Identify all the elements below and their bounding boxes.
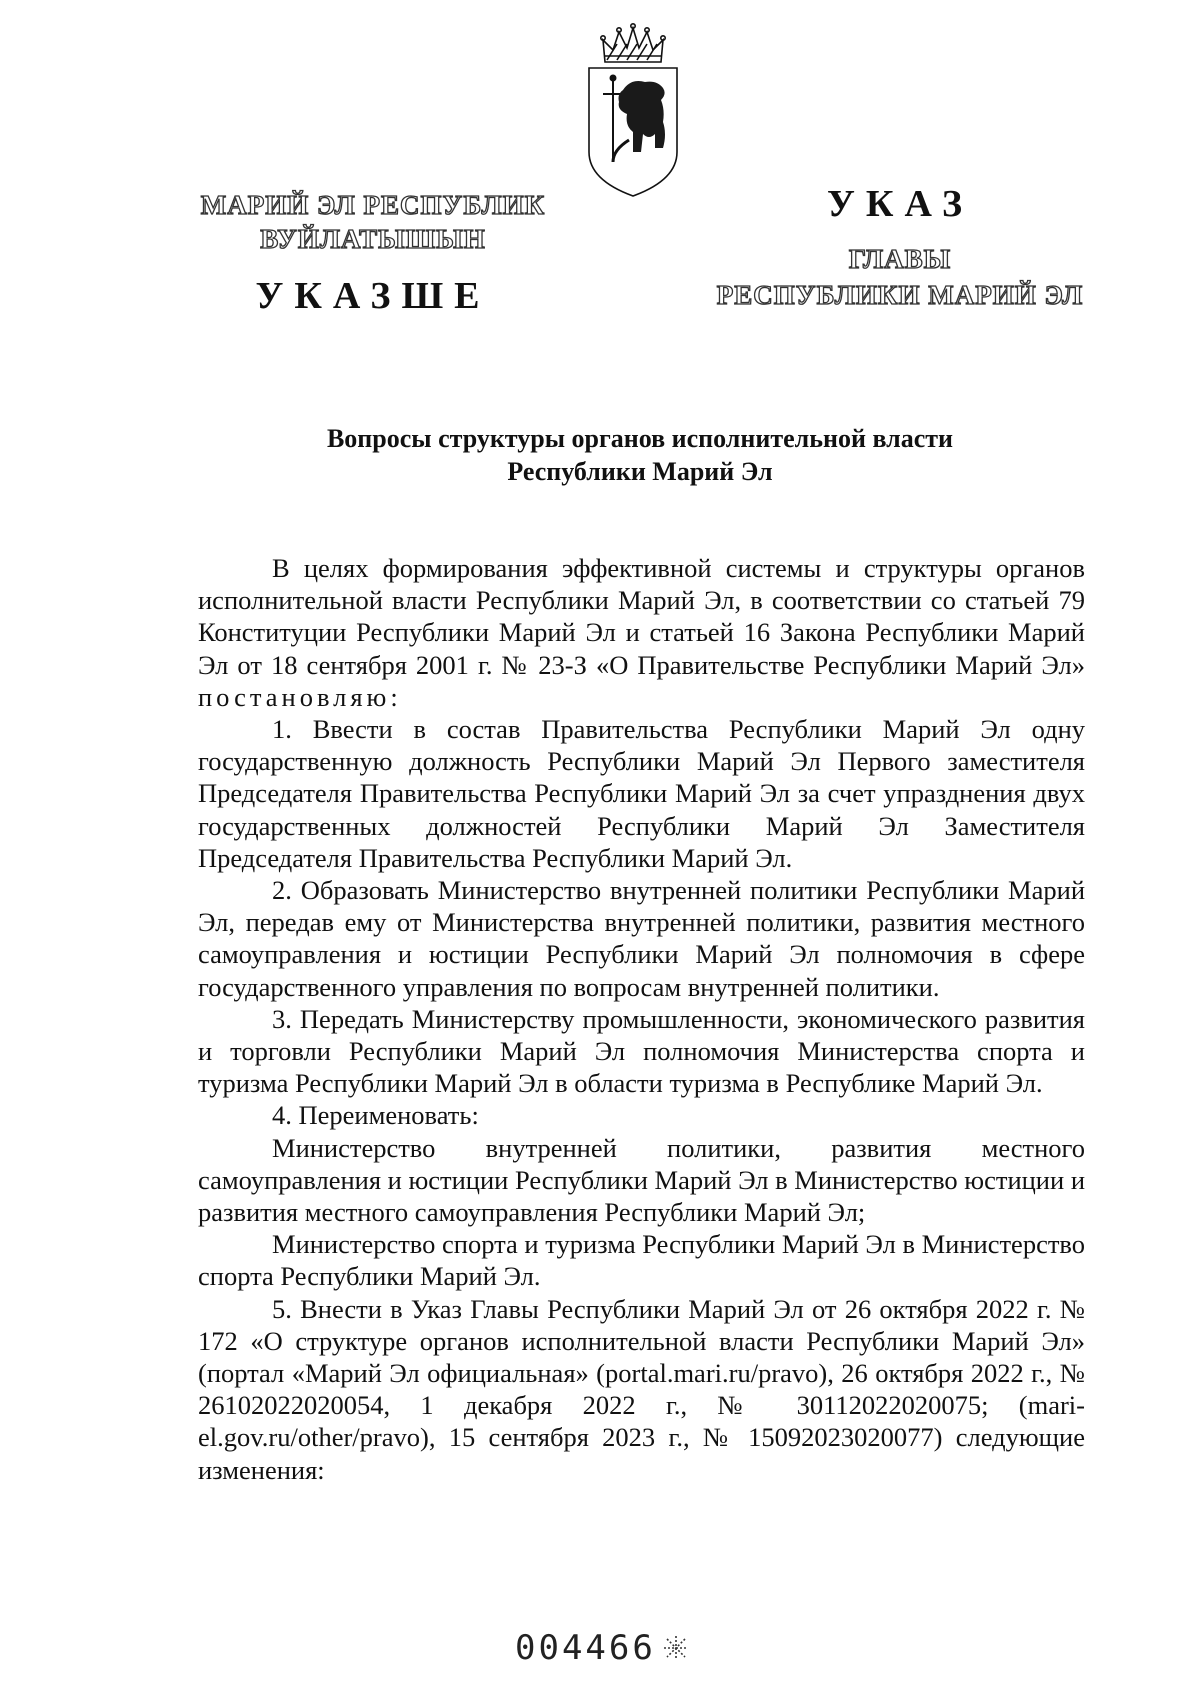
asterisk-icon bbox=[662, 1634, 690, 1662]
item-3: 3. Передать Министерству промышленности, экономического развития и торговли Республики Марий Эл полномочия Министерства спорта и туризма Республики Марий Эл в области туризма в Республике Марий Эл. bbox=[198, 1003, 1085, 1099]
header-right-title: УКАЗ bbox=[827, 183, 973, 225]
item-1: 1. Ввести в состав Правительства Республики Марий Эл одну государственную должность Республики Марий Эл Первого заместителя Председателя Правительства Республики Марий Эл за счет упразднения двух государственных должностей Республики Марий Эл Заместителя Председателя Правительства Республики Марий Эл. bbox=[198, 714, 1085, 873]
item-5: 5. Внести в Указ Главы Республики Марий Эл от 26 октября 2022 г. № 172 «О структуре органов исполнительной власти Республики Марий Эл» (портал «Марий Эл официальная» (portal.mari.ru/pravo), 26 октября 2022 г., № 26102022020054, 1 декабря 2022 г., № 30112022020075; (mari-el.gov.ru/other/pravo), 15 сентября 2023 г., № 15092023020077) следующие изменения: bbox=[198, 1293, 1085, 1485]
serial-number: 004466 bbox=[515, 1628, 656, 1668]
header-right-line2: РЕСПУБЛИКИ МАРИЙ ЭЛ bbox=[716, 280, 1084, 310]
coat-of-arms-icon bbox=[583, 22, 683, 200]
header-left-line1: МАРИЙ ЭЛ РЕСПУБЛИК bbox=[200, 190, 546, 220]
document-title-line1: Вопросы структуры органов исполнительной власти bbox=[326, 424, 954, 453]
item-2: 2. Образовать Министерство внутренней политики Республики Марий Эл, передав ему от Министерства внутренней политики, развития местного самоуправления и юстиции Республики Марий Эл полномочия в сфере государственного управления по вопросам внутренней политики. bbox=[198, 875, 1085, 1002]
header-left-line2: ВУЙЛАТЫШЫН bbox=[260, 224, 486, 254]
preamble-text: В целях формирования эффективной системы и структуры органов исполнительной власти Республики Марий Эл, в соответствии со статьей 79 Конституции Республики Марий Эл и статьей 16 Закона Республики Марий Эл от 18 сентября 2001 г. № 23-З «О Правительстве Республики Марий Эл» bbox=[198, 553, 1085, 680]
decree-word: постановляю: bbox=[198, 681, 402, 712]
document-title-line2: Республики Марий Эл bbox=[507, 457, 773, 486]
header-left-title: УКАЗШЕ bbox=[255, 275, 491, 317]
document-body bbox=[198, 552, 1085, 1486]
header-right-line1: ГЛАВЫ bbox=[848, 244, 952, 274]
item-4-rename-b: Министерство спорта и туризма Республики Марий Эл в Министерство спорта Республики Марий Эл. bbox=[198, 1229, 1085, 1292]
document-title bbox=[200, 422, 1080, 488]
item-4-rename-a: Министерство внутренней политики, развития местного самоуправления и юстиции Республики Марий Эл в Министерство юстиции и развития местного самоуправления Республики Марий Эл; bbox=[198, 1132, 1085, 1228]
item-4: 4. Переименовать: bbox=[272, 1100, 479, 1131]
preamble-paragraph bbox=[198, 552, 1085, 713]
